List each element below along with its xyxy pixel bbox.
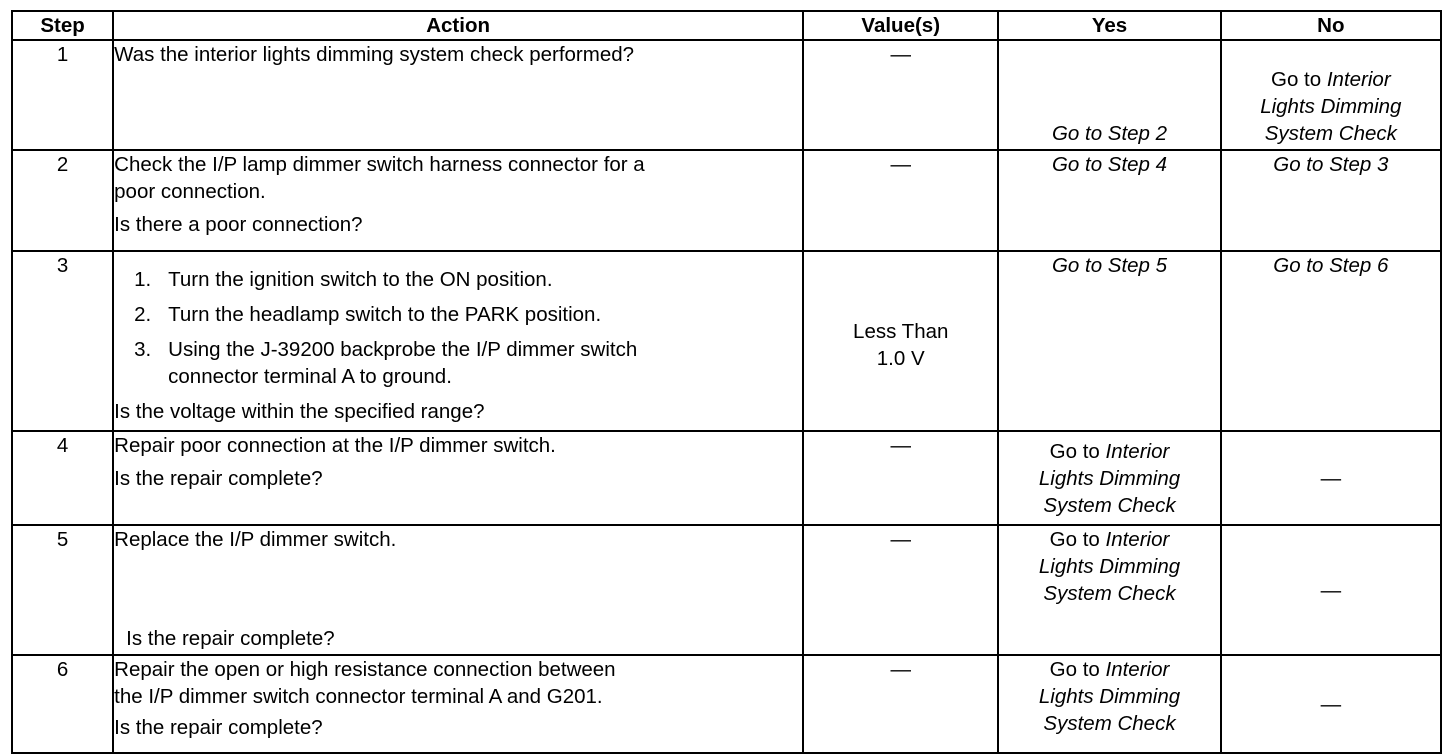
value-text: — [890,434,911,457]
step-number: 5 [12,525,113,655]
action-step-list [114,266,802,390]
list-item [134,336,802,390]
table-row [12,655,1441,753]
action-text: Replace the I/P dimmer switch. [114,528,397,551]
no-cell [1221,150,1441,251]
value-text: — [890,658,911,681]
step-number: 4 [12,431,113,525]
action-text: poor connection. [114,180,266,203]
yes-cell [998,40,1220,150]
value-text: Less Than [853,320,949,343]
yes-cell [998,251,1220,431]
no-link[interactable]: Go to Step 6 [1273,254,1389,277]
yes-link-line[interactable]: Lights Dimming [1038,555,1181,578]
action-question: Is the repair complete? [126,627,335,650]
yes-link-target[interactable]: Interior [1105,658,1170,681]
value-text: — [890,153,911,176]
no-cell [1221,655,1441,753]
action-question: Is the repair complete? [114,716,323,739]
action-question: Is the repair complete? [114,467,323,490]
yes-link-target[interactable]: Interior [1105,439,1170,463]
header-values: Value(s) [803,11,998,40]
action-cell [113,431,803,525]
action-cell [113,40,803,150]
action-text: the I/P dimmer switch connector terminal A and G201. [114,685,603,708]
no-link-prefix[interactable]: Go to Interior [1271,68,1391,91]
header-step: Step [12,11,113,40]
table-row [12,431,1441,525]
value-text: — [890,43,911,66]
value-cell [803,251,998,431]
yes-link[interactable]: Go to Step 2 [1051,122,1168,145]
no-link-line[interactable]: System Check [1264,122,1397,145]
action-cell [113,251,803,431]
yes-link-target[interactable]: Interior [1105,528,1170,551]
value-text: — [890,528,911,551]
no-value: — [1320,466,1342,490]
table-row [12,251,1441,431]
header-yes: Yes [998,11,1220,40]
value-cell [803,150,998,251]
list-item-number: 2. [134,303,152,326]
value-cell [803,525,998,655]
list-item-text: Turn the headlamp switch to the PARK position. [168,303,602,326]
list-item-number: 1. [134,268,152,291]
yes-link[interactable]: Go to Step 4 [1051,153,1168,176]
action-text: Was the interior lights dimming system check performed? [114,43,635,66]
yes-link-line[interactable]: System Check [1043,582,1176,605]
no-link[interactable]: Go to Step 3 [1273,153,1389,176]
no-cell [1221,431,1441,525]
header-row [12,11,1441,40]
header-action: Action [113,11,803,40]
list-item-text: Using the J-39200 backprobe the I/P dimmer switch [168,338,638,361]
yes-link-line[interactable]: Lights Dimming [1038,466,1181,490]
yes-link-line[interactable]: System Check [1043,712,1176,735]
yes-cell [998,431,1220,525]
yes-link-prefix[interactable]: Go to Interior [1049,439,1170,463]
action-text: Repair the open or high resistance connection between [114,658,616,681]
yes-cell [998,150,1220,251]
yes-cell [998,655,1220,753]
yes-link[interactable]: Go to Step 5 [1051,254,1168,277]
yes-cell [998,525,1220,655]
no-cell [1221,40,1441,150]
list-item-number: 3. [134,338,152,361]
no-link-target[interactable]: Interior [1326,68,1391,91]
step-number: 2 [12,150,113,251]
step-number: 6 [12,655,113,753]
table-row [12,40,1441,150]
no-link-line[interactable]: Lights Dimming [1260,95,1402,118]
table-row [12,525,1441,655]
yes-link-line[interactable]: System Check [1043,493,1176,517]
step-number: 3 [12,251,113,431]
list-item-text: Turn the ignition switch to the ON position. [168,268,553,291]
no-value: — [1320,692,1342,716]
action-cell [113,525,803,655]
value-cell [803,431,998,525]
yes-link-prefix[interactable]: Go to Interior [1049,658,1170,681]
step-number: 1 [12,40,113,150]
yes-link-prefix[interactable]: Go to Interior [1049,528,1170,551]
list-item-text: connector terminal A to ground. [168,365,452,388]
diagnostic-table [11,10,1442,754]
value-cell [803,40,998,150]
action-text: Repair poor connection at the I/P dimmer switch. [114,434,556,457]
no-cell [1221,251,1441,431]
action-cell [113,150,803,251]
value-text: 1.0 V [876,347,925,370]
no-cell [1221,525,1441,655]
no-value: — [1320,578,1342,602]
table-row [12,150,1441,251]
action-question: Is there a poor connection? [114,213,363,236]
action-question: Is the voltage within the specified range? [114,400,485,423]
header-no: No [1221,11,1441,40]
yes-link-line[interactable]: Lights Dimming [1038,685,1181,708]
value-cell [803,655,998,753]
list-item [134,301,802,328]
action-cell [113,655,803,753]
list-item [134,266,802,293]
action-text: Check the I/P lamp dimmer switch harness connector for a [114,153,645,176]
